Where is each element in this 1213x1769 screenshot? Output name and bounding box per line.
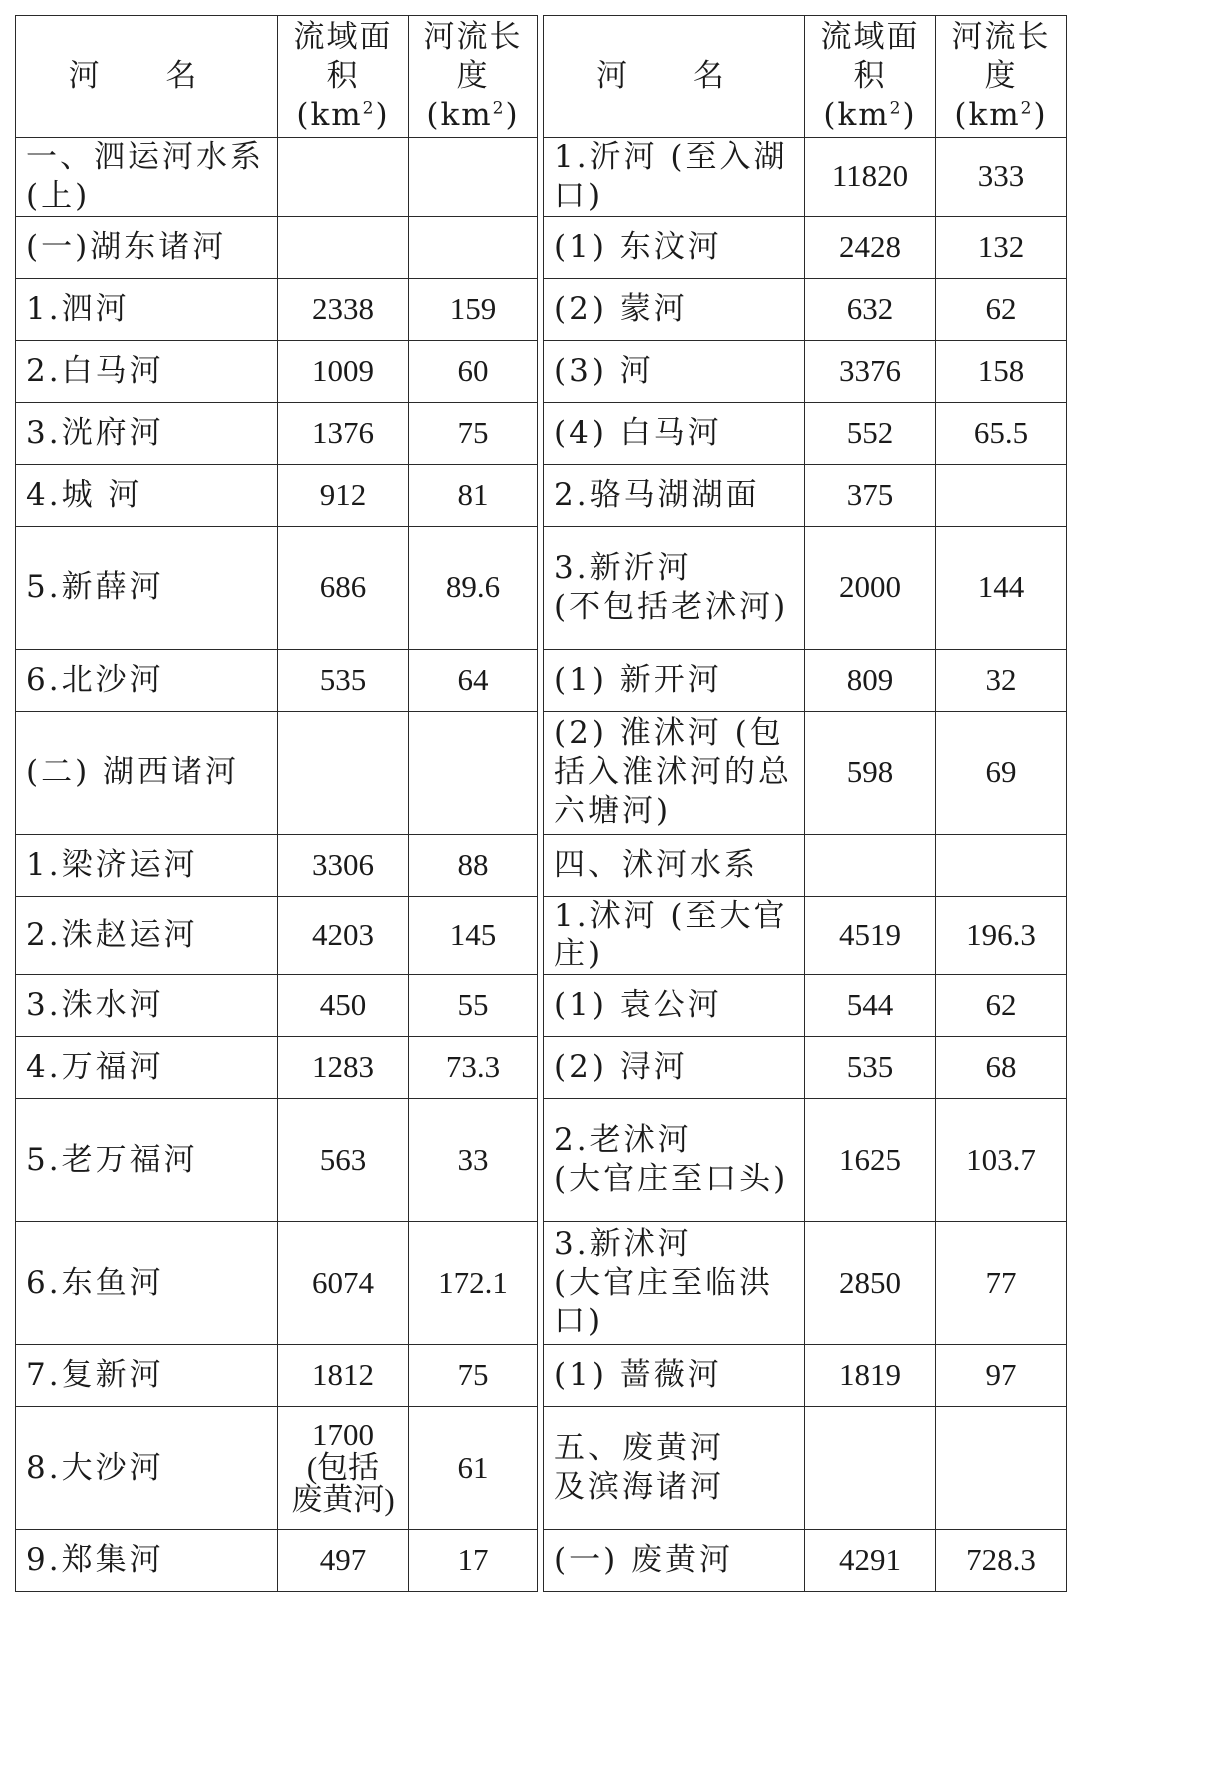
left-river-length: 159 bbox=[409, 278, 538, 340]
right-basin-area: 632 bbox=[805, 278, 936, 340]
right-basin-area: 4519 bbox=[805, 896, 936, 975]
left-basin-area: 3306 bbox=[278, 834, 409, 896]
river-table bbox=[15, 15, 1067, 1592]
left-river-length: 55 bbox=[409, 975, 538, 1037]
right-river-length: 32 bbox=[936, 649, 1067, 711]
right-river-name: (3) 河 bbox=[544, 340, 805, 402]
header-basin-area: 流域面 积$(km^2)$ bbox=[278, 16, 409, 138]
left-river-name: 1.梁济运河 bbox=[16, 834, 278, 896]
right-river-length: 196.3 bbox=[936, 896, 1067, 975]
right-basin-area: 2850 bbox=[805, 1222, 936, 1345]
left-basin-area bbox=[278, 216, 409, 278]
right-river-length: 132 bbox=[936, 216, 1067, 278]
right-river-name: (1) 东汶河 bbox=[544, 216, 805, 278]
right-basin-area: 535 bbox=[805, 1037, 936, 1099]
right-basin-area: 544 bbox=[805, 975, 936, 1037]
left-river-name: 6.北沙河 bbox=[16, 649, 278, 711]
right-basin-area: 4291 bbox=[805, 1530, 936, 1592]
left-basin-area: 450 bbox=[278, 975, 409, 1037]
right-river-length: 97 bbox=[936, 1345, 1067, 1407]
right-river-name: (1) 新开河 bbox=[544, 649, 805, 711]
left-river-length bbox=[409, 711, 538, 834]
left-basin-area: 563 bbox=[278, 1099, 409, 1222]
left-river-length: 88 bbox=[409, 834, 538, 896]
left-river-length: 89.6 bbox=[409, 526, 538, 649]
left-river-length: 145 bbox=[409, 896, 538, 975]
left-river-name: 6.东鱼河 bbox=[16, 1222, 278, 1345]
right-river-name: (1) 蔷薇河 bbox=[544, 1345, 805, 1407]
left-basin-area bbox=[278, 711, 409, 834]
left-basin-area bbox=[278, 138, 409, 217]
left-river-name: 9.郑集河 bbox=[16, 1530, 278, 1592]
header-river-length: 河流长 度$(km^2)$ bbox=[409, 16, 538, 138]
right-river-name: 3.新沭河 (大官庄至临洪口) bbox=[544, 1222, 805, 1345]
right-river-name: (4) 白马河 bbox=[544, 402, 805, 464]
right-basin-area: 1819 bbox=[805, 1345, 936, 1407]
right-basin-area bbox=[805, 1407, 936, 1530]
right-basin-area: 552 bbox=[805, 402, 936, 464]
left-river-length: 60 bbox=[409, 340, 538, 402]
header-river-name: 河 名 bbox=[16, 16, 278, 138]
left-basin-area: 497 bbox=[278, 1530, 409, 1592]
right-river-length: 62 bbox=[936, 278, 1067, 340]
left-river-name: 4.万福河 bbox=[16, 1037, 278, 1099]
right-river-name: 2.老沭河 (大官庄至口头) bbox=[544, 1099, 805, 1222]
right-basin-area: 11820 bbox=[805, 138, 936, 217]
header-river-length-right: 河流长 度$(km^2)$ bbox=[936, 16, 1067, 138]
left-river-name: 2.白马河 bbox=[16, 340, 278, 402]
right-river-name: 3.新沂河 (不包括老沭河) bbox=[544, 526, 805, 649]
right-river-length: 158 bbox=[936, 340, 1067, 402]
right-river-length: 103.7 bbox=[936, 1099, 1067, 1222]
left-basin-area: 1700 (包括 废黄河) bbox=[278, 1407, 409, 1530]
right-river-length: 333 bbox=[936, 138, 1067, 217]
left-river-name: 2.洙赵运河 bbox=[16, 896, 278, 975]
left-river-length: 75 bbox=[409, 1345, 538, 1407]
right-river-length: 728.3 bbox=[936, 1530, 1067, 1592]
right-river-length bbox=[936, 464, 1067, 526]
left-river-name: 5.新薛河 bbox=[16, 526, 278, 649]
left-river-length: 17 bbox=[409, 1530, 538, 1592]
left-basin-area: 535 bbox=[278, 649, 409, 711]
left-river-length: 73.3 bbox=[409, 1037, 538, 1099]
left-river-length: 81 bbox=[409, 464, 538, 526]
left-basin-area: 6074 bbox=[278, 1222, 409, 1345]
header-basin-area-right: 流域面 积$(km^2)$ bbox=[805, 16, 936, 138]
left-river-length: 172.1 bbox=[409, 1222, 538, 1345]
left-basin-area: 2338 bbox=[278, 278, 409, 340]
left-river-name: 一、泗运河水系(上) bbox=[16, 138, 278, 217]
left-river-name: 7.复新河 bbox=[16, 1345, 278, 1407]
left-river-length: 75 bbox=[409, 402, 538, 464]
right-river-length bbox=[936, 1407, 1067, 1530]
right-river-length: 77 bbox=[936, 1222, 1067, 1345]
right-basin-area: 2428 bbox=[805, 216, 936, 278]
left-river-name: 5.老万福河 bbox=[16, 1099, 278, 1222]
left-river-name: (二) 湖西诸河 bbox=[16, 711, 278, 834]
right-basin-area: 1625 bbox=[805, 1099, 936, 1222]
right-basin-area bbox=[805, 834, 936, 896]
right-river-name: (2) 淮沭河 (包 括入淮沭河的总 六塘河) bbox=[544, 711, 805, 834]
right-basin-area: 2000 bbox=[805, 526, 936, 649]
right-river-name: (2) 浔河 bbox=[544, 1037, 805, 1099]
left-basin-area: 912 bbox=[278, 464, 409, 526]
left-basin-area: 1009 bbox=[278, 340, 409, 402]
left-basin-area: 4203 bbox=[278, 896, 409, 975]
left-basin-area: 1376 bbox=[278, 402, 409, 464]
right-river-length: 68 bbox=[936, 1037, 1067, 1099]
right-river-name: 2.骆马湖湖面 bbox=[544, 464, 805, 526]
header-row bbox=[16, 16, 1067, 138]
left-basin-area: 1283 bbox=[278, 1037, 409, 1099]
left-river-length bbox=[409, 138, 538, 217]
left-river-length bbox=[409, 216, 538, 278]
right-river-name: 五、废黄河 及滨海诸河 bbox=[544, 1407, 805, 1530]
left-river-name: 3.洙水河 bbox=[16, 975, 278, 1037]
right-basin-area: 598 bbox=[805, 711, 936, 834]
left-river-name: 1.泗河 bbox=[16, 278, 278, 340]
right-river-name: 1.沭河 (至大官庄) bbox=[544, 896, 805, 975]
left-river-name: (一)湖东诸河 bbox=[16, 216, 278, 278]
right-river-name: 四、沭河水系 bbox=[544, 834, 805, 896]
left-basin-area: 686 bbox=[278, 526, 409, 649]
left-river-length: 33 bbox=[409, 1099, 538, 1222]
left-river-name: 8.大沙河 bbox=[16, 1407, 278, 1530]
left-basin-area: 1812 bbox=[278, 1345, 409, 1407]
right-river-name: 1.沂河 (至入湖口) bbox=[544, 138, 805, 217]
left-river-name: 3.洸府河 bbox=[16, 402, 278, 464]
right-river-length: 65.5 bbox=[936, 402, 1067, 464]
right-basin-area: 809 bbox=[805, 649, 936, 711]
left-river-name: 4.城 河 bbox=[16, 464, 278, 526]
right-basin-area: 375 bbox=[805, 464, 936, 526]
right-river-name: (2) 蒙河 bbox=[544, 278, 805, 340]
right-river-length: 144 bbox=[936, 526, 1067, 649]
left-river-length: 61 bbox=[409, 1407, 538, 1530]
left-river-length: 64 bbox=[409, 649, 538, 711]
right-river-length: 62 bbox=[936, 975, 1067, 1037]
right-river-length: 69 bbox=[936, 711, 1067, 834]
right-river-name: (1) 袁公河 bbox=[544, 975, 805, 1037]
right-river-name: (一) 废黄河 bbox=[544, 1530, 805, 1592]
right-basin-area: 3376 bbox=[805, 340, 936, 402]
header-river-name-right: 河 名 bbox=[544, 16, 805, 138]
right-river-length bbox=[936, 834, 1067, 896]
